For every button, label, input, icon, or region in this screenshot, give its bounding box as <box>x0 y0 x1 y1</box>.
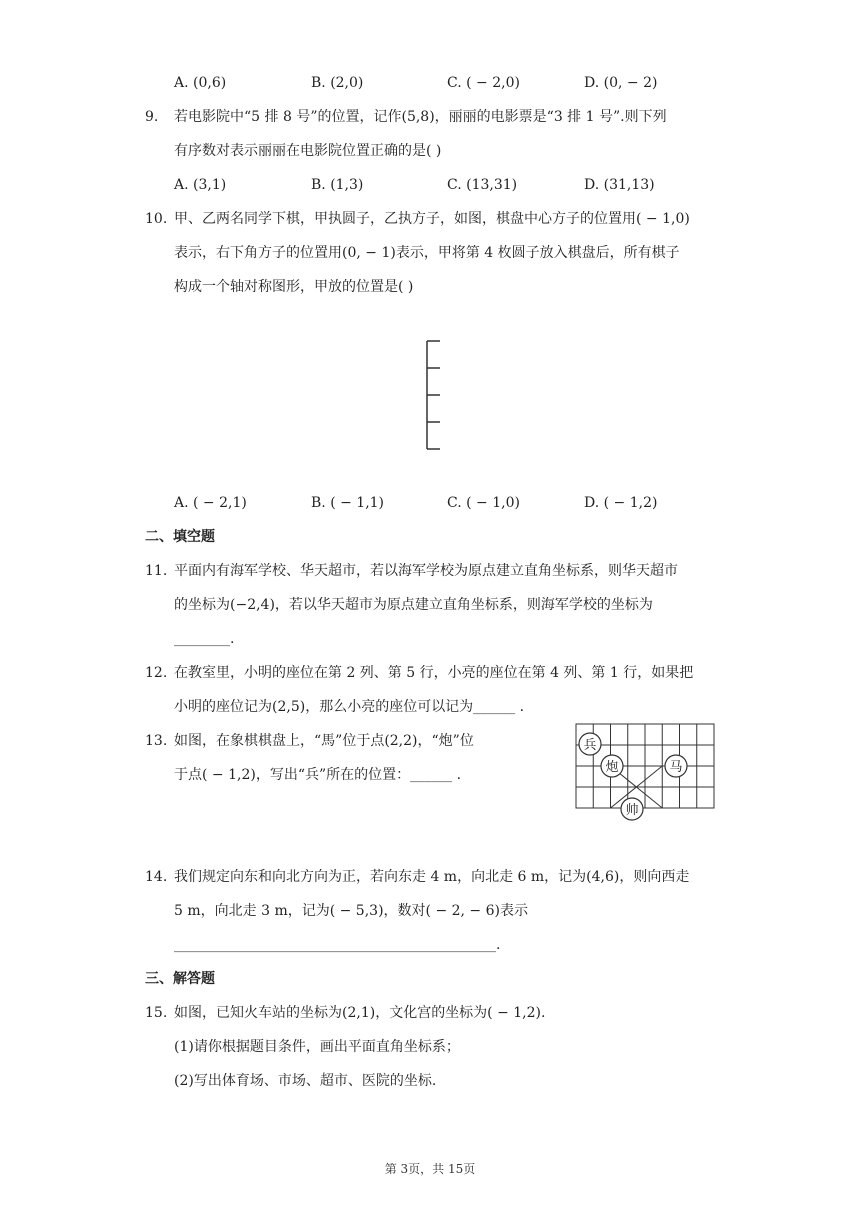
q8-option-d: D. (0, − 2) <box>584 75 658 91</box>
q9-line-1: 若电影院中“5 排 8 号”的位置，记作(5,8)，丽丽的电影票是“3 排 1 号”.则下列 <box>174 109 667 125</box>
q14-number: 14. <box>145 869 168 885</box>
q10-line-3: 构成一个轴对称图形，甲放的位置是( ) <box>174 279 414 295</box>
q10-board-figure <box>420 335 450 455</box>
q15-line-1: 如图，已知火车站的坐标为(2,1)，文化宫的坐标为( − 1,2). <box>174 1005 546 1021</box>
q12-line-2: 小明的座位记为(2,5)，那么小亮的座位可以记为______ . <box>174 699 525 715</box>
q9-number: 9. <box>145 109 159 125</box>
q8-option-b: B. (2,0) <box>311 75 364 91</box>
q13-chess-board-figure <box>570 718 722 828</box>
piece-label-bing: 兵 <box>583 738 597 753</box>
q9-option-c: C. (13,31) <box>447 177 518 193</box>
q10-option-a: A. ( − 2,1) <box>174 495 247 511</box>
q13-line-1: 如图，在象棋棋盘上，“馬”位于点(2,2)，“炮”位 <box>174 733 474 749</box>
q10-option-c: C. ( − 1,0) <box>447 495 520 511</box>
piece-label-ma: 马 <box>669 760 683 775</box>
q15-number: 15. <box>145 1005 168 1021</box>
q11-number: 11. <box>145 563 168 579</box>
q10-option-d: D. ( − 1,2) <box>584 495 658 511</box>
q12-number: 12. <box>145 665 168 681</box>
q11-line-1: 平面内有海军学校、华天超市，若以海军学校为原点建立直角坐标系，则华天超市 <box>174 563 678 579</box>
q14-line-2: 5 m，向北走 3 m，记为( − 5,3)，数对( − 2, − 6)表示 <box>174 903 528 919</box>
q15-line-2: (1)请你根据题目条件，画出平面直角坐标系； <box>174 1039 460 1055</box>
q10-line-2: 表示，右下角方子的位置用(0, − 1)表示，甲将第 4 枚圆子放入棋盘后，所有棋子 <box>174 245 680 261</box>
q13-line-2: 于点( − 1,2)，写出“兵”所在的位置：______ . <box>174 767 462 783</box>
q11-line-2: 的坐标为(−2,4)，若以华天超市为原点建立直角坐标系，则海军学校的坐标为 <box>174 597 653 613</box>
section-answer-heading: 三、解答题 <box>145 971 215 987</box>
section-fill-in-heading: 二、填空题 <box>145 529 215 545</box>
piece-shuai <box>621 798 643 820</box>
q15-line-3: (2)写出体育场、市场、超市、医院的坐标. <box>174 1073 437 1089</box>
piece-ma <box>665 755 687 777</box>
q9-option-b: B. (1,3) <box>311 177 364 193</box>
q13-number: 13. <box>145 733 168 749</box>
q10-number: 10. <box>145 211 168 227</box>
q10-option-b: B. ( − 1,1) <box>311 495 385 511</box>
q9-option-a: A. (3,1) <box>174 177 227 193</box>
q8-option-a: A. (0,6) <box>174 75 227 91</box>
piece-label-pao: 炮 <box>605 760 619 775</box>
q8-option-c: C. ( − 2,0) <box>447 75 520 91</box>
q14-line-1: 我们规定向东和向北方向为正，若向东走 4 m，向北走 6 m，记为(4,6)，则向西走 <box>174 869 690 885</box>
q9-option-d: D. (31,13) <box>584 177 655 193</box>
q9-line-2: 有序数对表示丽丽在电影院位置正确的是( ) <box>174 143 442 159</box>
piece-bing <box>579 733 601 755</box>
q11-line-3: ________. <box>174 631 235 647</box>
piece-label-shuai: 帅 <box>625 803 639 818</box>
page-footer: 第 3页，共 15页 <box>384 1162 476 1176</box>
q12-line-1: 在教室里，小明的座位在第 2 列、第 5 行，小亮的座位在第 4 列、第 1 行，如果把 <box>174 665 694 681</box>
piece-pao <box>601 755 623 777</box>
q14-line-3: ______________________________________________. <box>174 937 501 953</box>
q10-line-1: 甲、乙两名同学下棋，甲执圆子，乙执方子，如图，棋盘中心方子的位置用( − 1,0) <box>174 211 690 227</box>
